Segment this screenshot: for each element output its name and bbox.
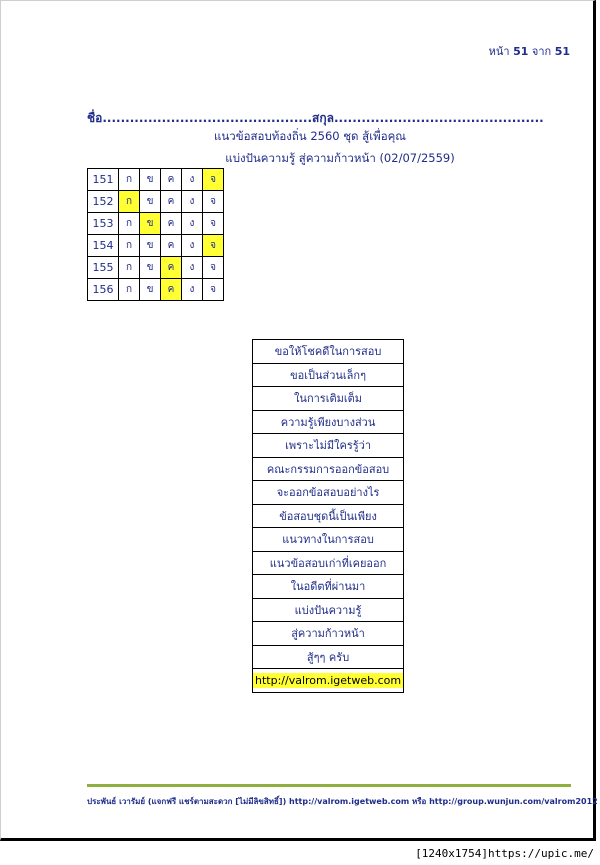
page-number: หน้า 51 จาก 51 bbox=[488, 45, 570, 58]
answer-choice: ง bbox=[182, 235, 203, 257]
answer-choice: จ bbox=[203, 257, 224, 279]
answer-row bbox=[88, 191, 224, 213]
answer-choice-selected: จ bbox=[203, 235, 224, 257]
answer-row bbox=[88, 235, 224, 257]
message-line: แบ่งปันความรู้ bbox=[253, 598, 404, 622]
footer-rule bbox=[87, 784, 571, 787]
question-number: 155 bbox=[88, 257, 119, 279]
answer-choice: ก bbox=[119, 169, 140, 191]
message-line: เพราะไม่มีใครรู้ว่า bbox=[253, 434, 404, 458]
answer-choice: จ bbox=[203, 213, 224, 235]
answer-choice: ง bbox=[182, 279, 203, 301]
message-line: ในการเติมเต็ม bbox=[253, 387, 404, 411]
message-line: ข้อสอบชุดนี้เป็นเพียง bbox=[253, 504, 404, 528]
answer-choice: ค bbox=[161, 191, 182, 213]
answer-choice: ก bbox=[119, 279, 140, 301]
message-url-link[interactable]: http://valrom.igetweb.com bbox=[255, 673, 402, 687]
message-line: สู่ความก้าวหน้า bbox=[253, 622, 404, 646]
message-line: ในอดีตที่ผ่านมา bbox=[253, 575, 404, 599]
document-subtitle: แบ่งปันความรู้ สู่ความก้าวหน้า (02/07/2559) bbox=[225, 151, 455, 165]
answer-choice: ข bbox=[140, 191, 161, 213]
answer-choice: ค bbox=[161, 235, 182, 257]
message-url-cell bbox=[253, 669, 404, 693]
answer-choice: ง bbox=[182, 191, 203, 213]
answer-choice: ค bbox=[161, 169, 182, 191]
footer-text: ประพันธ์ เวารัมย์ (แจกฟรี แชร์ตามสะดวก [ไม่มีลิขสิทธิ์]) http://valrom.igetweb.com หรือ http://group.wunjun.com/valrom2012 bbox=[87, 797, 598, 806]
message-line: ขอให้โชคดีในการสอบ bbox=[253, 340, 404, 364]
question-number: 154 bbox=[88, 235, 119, 257]
message-line: จะออกข้อสอบอย่างไร bbox=[253, 481, 404, 505]
answer-choice: ข bbox=[140, 257, 161, 279]
message-line: แนวทางในการสอบ bbox=[253, 528, 404, 552]
question-number: 156 bbox=[88, 279, 119, 301]
answer-key-table bbox=[87, 168, 224, 301]
message-line: ขอเป็นส่วนเล็กๆ bbox=[253, 363, 404, 387]
answer-choice-selected: ข bbox=[140, 213, 161, 235]
answer-choice: ก bbox=[119, 257, 140, 279]
answer-choice-selected: ค bbox=[161, 279, 182, 301]
answer-row bbox=[88, 279, 224, 301]
answer-choice: ง bbox=[182, 169, 203, 191]
answer-choice: ง bbox=[182, 257, 203, 279]
answer-choice: จ bbox=[203, 279, 224, 301]
answer-choice: ข bbox=[140, 169, 161, 191]
answer-choice: จ bbox=[203, 191, 224, 213]
message-line: แนวข้อสอบเก่าที่เคยออก bbox=[253, 551, 404, 575]
message-line: ความรู้เพียงบางส่วน bbox=[253, 410, 404, 434]
answer-choice: ก bbox=[119, 235, 140, 257]
question-number: 151 bbox=[88, 169, 119, 191]
answer-choice: ก bbox=[119, 213, 140, 235]
image-size-stamp: [1240x1754]https://upic.me/ bbox=[415, 847, 594, 860]
document-title: แนวข้อสอบท้องถิ่น 2560 ชุด สู้เพื่อคุณ bbox=[214, 129, 406, 143]
answer-choice-selected: ก bbox=[119, 191, 140, 213]
answer-row bbox=[88, 213, 224, 235]
answer-choice: ข bbox=[140, 235, 161, 257]
question-number: 153 bbox=[88, 213, 119, 235]
answer-row bbox=[88, 257, 224, 279]
answer-choice-selected: จ bbox=[203, 169, 224, 191]
answer-choice: ง bbox=[182, 213, 203, 235]
name-field-line: ชื่อ..............................................สกุล.............................................. bbox=[87, 111, 544, 125]
answer-choice: ข bbox=[140, 279, 161, 301]
answer-choice: ค bbox=[161, 213, 182, 235]
answer-row bbox=[88, 169, 224, 191]
message-line: คณะกรรมการออกข้อสอบ bbox=[253, 457, 404, 481]
answer-choice-selected: ค bbox=[161, 257, 182, 279]
question-number: 152 bbox=[88, 191, 119, 213]
message-table bbox=[252, 339, 404, 693]
message-line: สู้ๆๆ ครับ bbox=[253, 645, 404, 669]
